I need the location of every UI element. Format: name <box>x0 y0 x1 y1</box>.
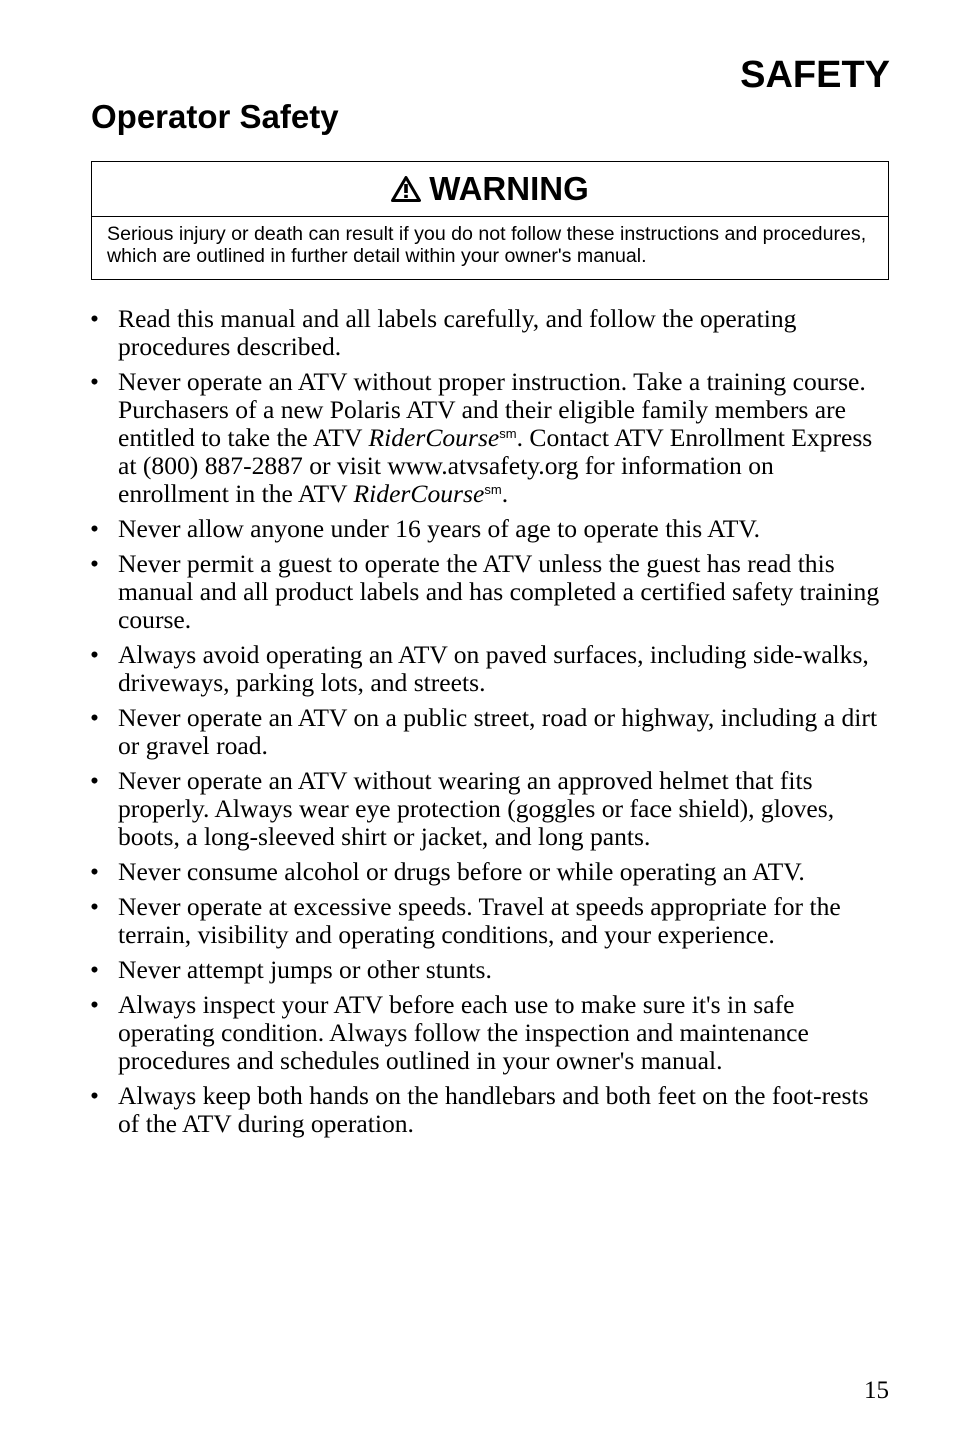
rule-text: Never operate an ATV without proper instruction. Take a training course. Purchasers of a new Polaris ATV and their eligible family members are entitled to take the ATV <box>118 367 866 452</box>
list-item <box>90 858 890 886</box>
rule-text: . <box>501 479 509 508</box>
bullet: • <box>90 514 99 543</box>
rule-text: Never consume alcohol or drugs before or while operating an ATV. <box>118 857 805 886</box>
rule-text: Always avoid operating an ATV on paved surfaces, including side-walks, driveways, parking lots, and streets. <box>118 640 869 697</box>
course-name: RiderCourse <box>353 479 485 508</box>
bullet: • <box>90 640 99 669</box>
bullet: • <box>90 367 99 396</box>
rule-text: Never operate an ATV without wearing an approved helmet that fits properly. Always wear eye protection (goggles or face shield), gloves, boots, a long-sleeved shirt or jacket, and long pants. <box>118 766 835 851</box>
bullet: • <box>90 892 99 921</box>
course-name: RiderCourse <box>368 423 500 452</box>
rule-text: Never allow anyone under 16 years of age to operate this ATV. <box>118 514 761 543</box>
list-item <box>90 641 890 697</box>
bullet: • <box>90 955 99 984</box>
section-title: SAFETY <box>740 54 890 96</box>
rule-text: Never operate at excessive speeds. Travel at speeds appropriate for the terrain, visibility and operating conditions, and your experience. <box>118 892 841 949</box>
bullet: • <box>90 766 99 795</box>
safety-rules-list <box>90 305 890 1145</box>
warning-text: Serious injury or death can result if you do not follow these instructions and procedures, which are outlined in further detail within your owner's manual. <box>107 223 867 267</box>
list-item <box>90 515 890 543</box>
service-mark: sm <box>484 482 502 497</box>
rule-text: Read this manual and all labels carefully, and follow the operating procedures described. <box>118 304 797 361</box>
bullet: • <box>90 1081 99 1110</box>
rule-text: Always keep both hands on the handlebars and both feet on the foot-rests of the ATV during operation. <box>118 1081 869 1138</box>
bullet: • <box>90 990 99 1019</box>
rule-text: . Contact ATV Enrollment Express at (800) 887-2887 or visit www.atvsafety.org for information on enrollment in the ATV <box>118 423 873 508</box>
list-item <box>90 956 890 984</box>
service-mark: sm <box>499 426 517 441</box>
rule-text: Never permit a guest to operate the ATV unless the guest has read this manual and all product labels and has completed a certified safety training course. <box>118 549 880 634</box>
bullet: • <box>90 703 99 732</box>
list-item <box>90 368 890 508</box>
warning-triangle-icon <box>391 176 421 202</box>
bullet: • <box>90 857 99 886</box>
list-item <box>90 767 890 851</box>
warning-header <box>92 162 888 217</box>
rule-text: Never operate an ATV on a public street, road or highway, including a dirt or gravel road. <box>118 703 878 760</box>
page-number: 15 <box>864 1377 889 1404</box>
list-item <box>90 550 890 634</box>
warning-title: WARNING <box>429 170 589 207</box>
list-item <box>90 1082 890 1138</box>
list-item <box>90 893 890 949</box>
page-heading: Operator Safety <box>91 98 339 135</box>
bullet: • <box>90 549 99 578</box>
list-item <box>90 305 890 361</box>
bullet: • <box>90 304 99 333</box>
list-item <box>90 704 890 760</box>
warning-box <box>91 161 889 280</box>
list-item <box>90 991 890 1075</box>
rule-text: Never attempt jumps or other stunts. <box>118 955 492 984</box>
rule-text: Always inspect your ATV before each use to make sure it's in safe operating condition. Always follow the inspection and maintenance procedures and schedules outlined in your owner's manual. <box>118 990 809 1075</box>
